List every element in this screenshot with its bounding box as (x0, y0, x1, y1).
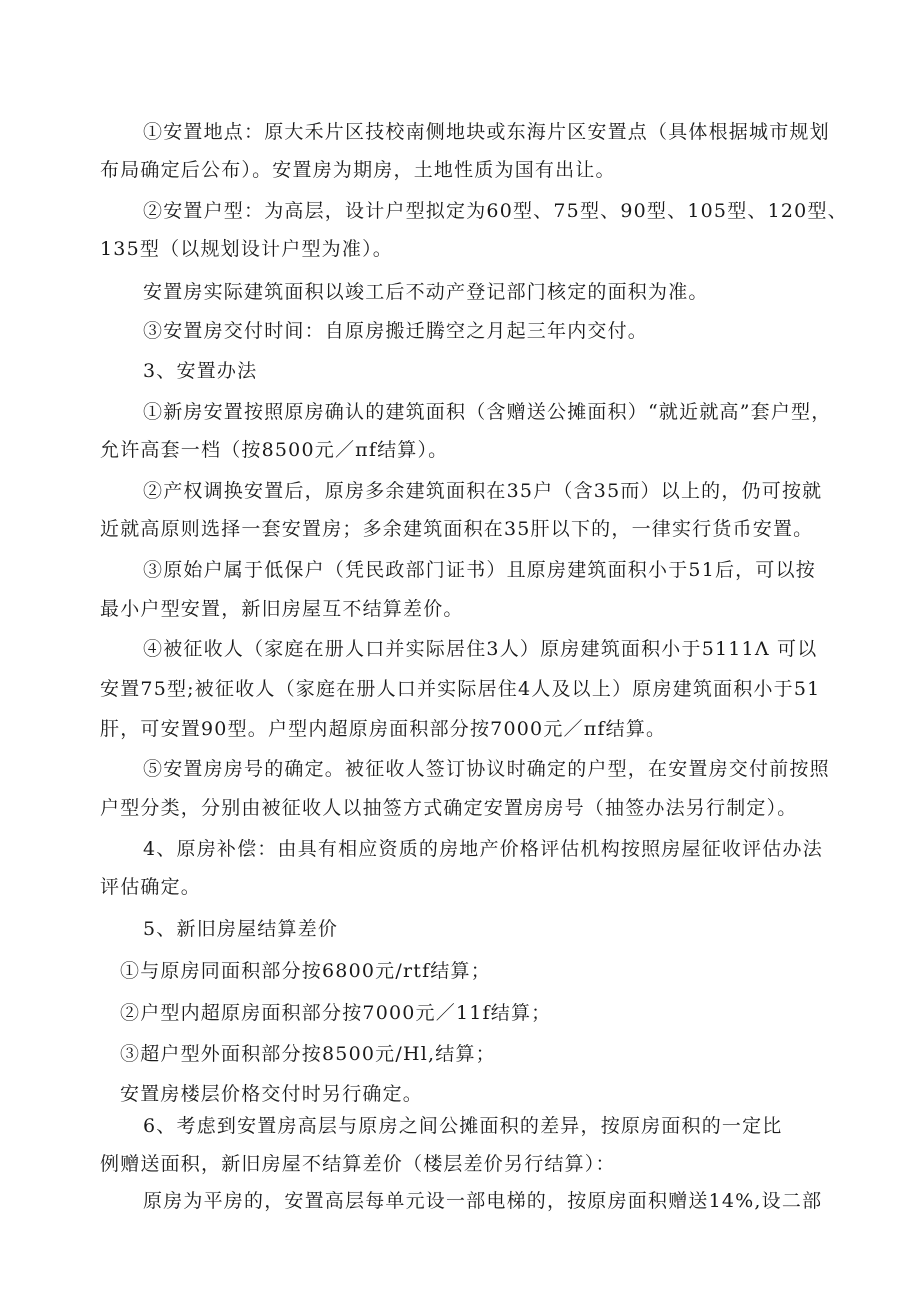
paragraph-line-11: 近就高原则选择一套安置房；多余建筑面积在35肝以下的，一律实行货币安置。 (100, 518, 814, 540)
paragraph-line-19: 4、原房补偿：由具有相应资质的房地产价格评估机构按照房屋征收评估办法 (143, 838, 823, 860)
paragraph-line-28: 原房为平房的，安置高层每单元设一部电梯的，按原房面积赠送14%,设二部 (143, 1190, 823, 1212)
paragraph-line-24: ③超户型外面积部分按8500元/Hl,结算； (120, 1043, 496, 1065)
paragraph-line-22: ①与原房同面积部分按6800元/rtf结算； (120, 960, 491, 982)
paragraph-line-5: 安置房实际建筑面积以竣工后不动产登记部门核定的面积为准。 (143, 281, 709, 303)
paragraph-line-27: 例赠送面积，新旧房屋不结算差价（楼层差价另行结算）： (100, 1153, 616, 1175)
paragraph-line-12: ③原始户属于低保户（凭民政部门证书）且原房建筑面积小于51后，可以按 (143, 559, 816, 581)
paragraph-line-26: 6、考虑到安置房高层与原房之间公摊面积的差异，按原房面积的一定比 (143, 1115, 783, 1137)
paragraph-line-14: ④被征收人（家庭在册人口并实际居住3人）原房建筑面积小于5111Λ 可以 (143, 638, 818, 660)
paragraph-line-18: 户型分类，分别由被征收人以抽签方式确定安置房房号（抽签办法另行制定）。 (100, 797, 798, 819)
paragraph-line-17: ⑤安置房房号的确定。被征收人签订协议时确定的户型，在安置房交付前按照 (143, 758, 830, 780)
paragraph-line-8: ①新房安置按照原房确认的建筑面积（含赠送公摊面积）“就近就高”套户型， (143, 401, 832, 423)
paragraph-line-10: ②产权调换安置后，原房多余建筑面积在35户（含35而）以上的，仍可按就 (143, 480, 823, 502)
section-heading-5: 5、新旧房屋结算差价 (143, 918, 339, 940)
paragraph-line-1: ①安置地点：原大禾片区技校南侧地块或东海片区安置点（具体根据城市规划 (143, 121, 830, 143)
paragraph-line-3: ②安置户型：为高层，设计户型拟定为60型、75型、90型、105型、120型、 (143, 200, 848, 222)
paragraph-line-9: 允许高套一档（按8500元／πf结算）。 (100, 439, 449, 461)
paragraph-line-23: ②户型内超原房面积部分按7000元／11f结算； (120, 1002, 552, 1024)
paragraph-line-6: ③安置房交付时间：自原房搬迁腾空之月起三年内交付。 (143, 320, 649, 342)
paragraph-line-4: 135型（以规划设计户型为准）。 (100, 238, 393, 260)
paragraph-line-25: 安置房楼层价格交付时另行确定。 (120, 1083, 424, 1105)
paragraph-line-16: 肝，可安置90型。户型内超原房面积部分按7000元／πf结算。 (100, 718, 667, 740)
paragraph-line-13: 最小户型安置，新旧房屋互不结算差价。 (100, 598, 464, 620)
paragraph-line-15: 安置75型;被征收人（家庭在册人口并实际居住4人及以上）原房建筑面积小于51 (100, 678, 821, 700)
section-heading-3: 3、安置办法 (143, 360, 258, 382)
paragraph-line-2: 布局确定后公布）。安置房为期房，土地性质为国有出让。 (100, 159, 616, 181)
paragraph-line-20: 评估确定。 (100, 876, 202, 898)
